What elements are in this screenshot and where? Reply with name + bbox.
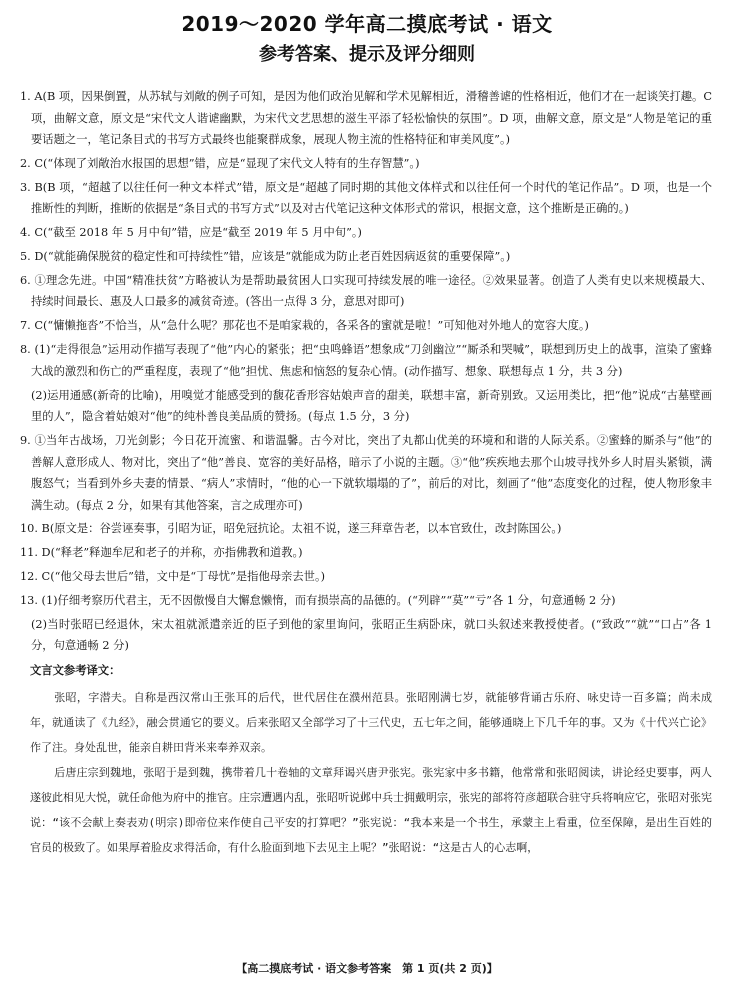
answer-item-2: 2. C(“体现了刘敞治水报国的思想”错，应是“显现了宋代文人特有的生存智慧”。)	[20, 156, 420, 170]
answer-item-6: 6. ①理念先进。中国“精准扶贫”方略被认为是帮助最贫困人口实现可持续发展的唯一途径。②效果显著。创造了人类有史以来规模最大、持续时间最长、惠及人口最多的减贫奇迹。(答出一点得 3 分，意思对即可)	[20, 273, 712, 309]
answer-item-7: 7. C(“慵懒拖沓”不恰当，从“急什么呢？那花也不是咱家栽的，各采各的蜜就是啦！”可知他对外地人的宽容大度。)	[20, 319, 589, 333]
answer-item-9: 9. ①当年古战场，刀光剑影；今日花开流蜜、和谐温馨。古今对比，突出了丸都山优美的环境和和谐的人际关系。②蜜蜂的厮杀与“他”的善解人意形成人、物对比，突出了“他”善良、宽容的美好品格，暗示了小说的主题。③“他”疾疾地去那个山坡寻找外乡人时眉头紧锁，满腹怒气；当看到外乡夫妻的情景、“病人”求情时，“他的心一下就软塌塌的了”，前后的对比，刻画了“他”态度变化的过程，使人物形象丰满生动。(每点 2 分，如果有其他答案，言之成理亦可)	[20, 434, 712, 512]
answer-item-3: 3. B(B 项，“超越了以往任何一种文本样式”错，原文是“超越了同时期的其他文体样式和以往任何一个时代的笔记作品”。D 项，也是一个推断性的判断，推断的依据是“条目式的书写方式”以及对古代笔记这种文体形式的常识，根据文意，这个推断是正确的。)	[20, 180, 712, 216]
answer-item-13-part-1: 13. (1)仔细考察历代君主，无不因傲慢自大懈怠懒惰，而有损崇高的品德的。(“列辟”“莫”“亏”各 1 分，句意通畅 2 分)	[20, 594, 616, 608]
answer-item-4: 4. C(“截至 2018 年 5 月中旬”错，应是“截至 2019 年 5 月中旬”。)	[20, 226, 362, 240]
page-footer: 【高二摸底考试 · 语文参考答案 第 1 页(共 2 页)】	[236, 962, 498, 975]
answer-item-1: 1. A(B 项，因果倒置，从苏轼与刘敞的例子可知，是因为他们政治见解和学术见解相近，滑稽善谑的性格相近，他们才在一起谈笑打趣。C 项，曲解文意，原文是“宋代文人谐谑幽默，为宋代文艺思想的滋生平添了轻松愉快的氛围”。D 项，曲解文意，原文是“人物是笔记的重要话题之一，笔记条目式的书写方式最终也能聚群成象，展现人物主流的性格特征和审美风度”。)	[20, 90, 712, 146]
answer-item-8-part-2: (2)运用通感(新奇的比喻)，用嗅觉才能感受到的馥花香形容姑娘声音的甜美，联想丰富，新奇别致。又运用类比，把“他”说成“古墓壁画里的人”，隐含着姑娘对“他”的纯朴善良美品质的赞扬。(每点 1.5 分，3 分)	[31, 388, 712, 424]
page-subtitle: 参考答案、提示及评分细则	[259, 44, 475, 65]
answer-content	[20, 86, 712, 860]
translation-paragraph: 张昭，字潜夫。自称是西汉常山王张耳的后代，世代居住在濮州范县。张昭刚满七岁，就能够背诵古乐府、咏史诗一百多篇；尚未成年，就通读了《九经》，融会贯通它的要义。后来张昭又全部学习了十三代史，五七年之间，能够通晓上下几千年的事。又为《十代兴亡论》作了注。身处乱世，能亲自耕田背米来奉养双亲。	[30, 691, 712, 755]
translation-paragraph: 后唐庄宗到魏地，张昭于是到魏，携带着几十卷轴的文章拜谒兴唐尹张宪。张宪家中多书籍，他常常和张昭阅读，讲论经史要事，两人遂彼此相见大悦，就任命他为府中的推官。庄宗遭遇内乱，张昭听说邺中兵士拥戴明宗，张宪的部将符彦超联合驻守兵将响应它，张昭对张宪说：“该不会献上奏表劝(明宗)即帝位来作使自己平安的打算吧？”张宪说：“我本来是一个书生，承蒙主上看重，位至保障，是出生百姓的官员的极致了。如果厚着脸皮求得活命，有什么脸面到地下去见主上呢？”张昭说：“这是古人的心志啊，	[30, 766, 712, 855]
answer-item-11: 11. D(“释老”释迦牟尼和老子的并称，亦指佛教和道教。)	[20, 546, 303, 560]
page-title: 2019～2020 学年高二摸底考试 · 语文	[181, 12, 553, 36]
answer-item-10: 10. B(原文是：谷尝诬奏事，引昭为证，昭免冠抗论。太祖不说，遂三拜章告老，以本官致仕，改封陈国公。)	[20, 522, 562, 536]
translation-heading: 文言文参考译文：	[30, 663, 121, 677]
answer-item-5: 5. D(“就能确保脱贫的稳定性和可持续性”错，应该是“就能成为防止老百姓因病返贫的重要保障”。)	[20, 250, 511, 264]
answer-item-8-part-1: 8. (1)“走得很急”运用动作描写表现了“他”内心的紧张；把“虫鸣蜂语”想象成“刀剑幽泣”“厮杀和哭喊”，联想到历史上的战事，渲染了蜜蜂大战的激烈和伤亡的严重程度，表现了“他”担忧、焦虑和恼怒的复杂心情。(动作描写、想象、联想每点 1 分，共 3 分)	[20, 343, 712, 378]
answer-item-12: 12. C(“他父母去世后”错，文中是“丁母忧”是指他母亲去世。)	[20, 570, 325, 584]
answer-item-13-part-2: (2)当时张昭已经退休，宋太祖就派遣亲近的臣子到他的家里询问，张昭正生病卧床，就口头叙述来教授使者。(“致政”“就”“口占”各 1 分，句意通畅 2 分)	[31, 617, 712, 653]
